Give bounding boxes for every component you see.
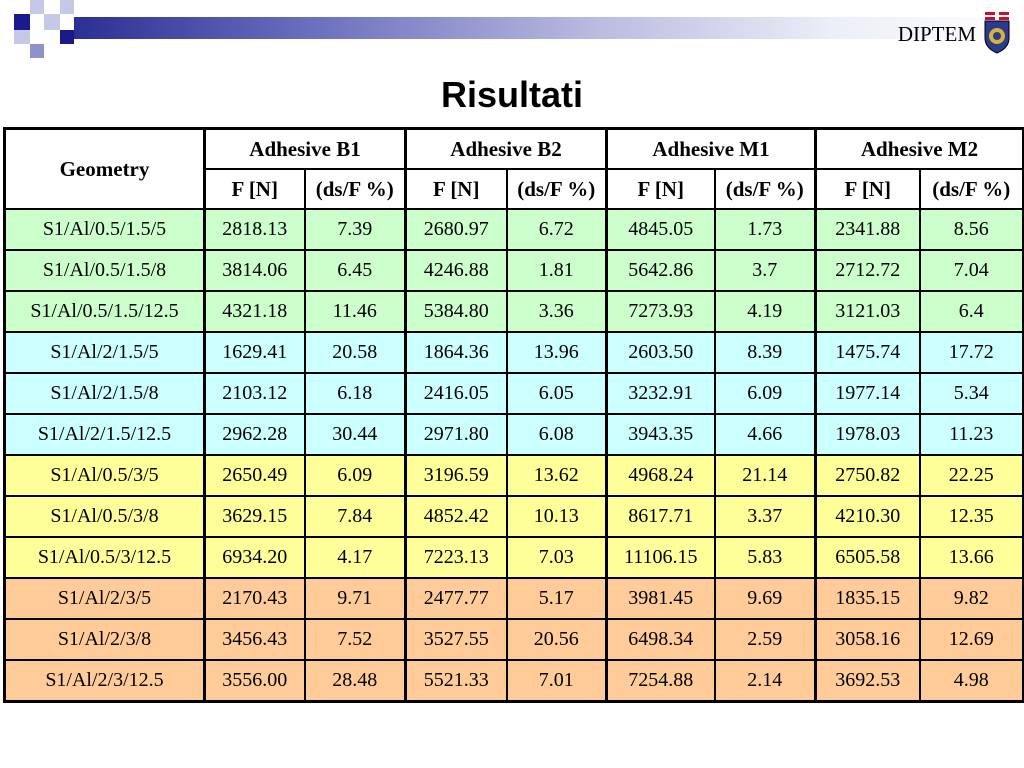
dispersion-cell: 2.59 [715, 619, 816, 660]
force-cell: 7223.13 [406, 537, 507, 578]
dispersion-cell: 7.52 [305, 619, 406, 660]
dispersion-cell: 7.03 [507, 537, 607, 578]
force-cell: 8617.71 [607, 496, 715, 537]
force-cell: 3814.06 [205, 250, 305, 291]
force-cell: 1978.03 [816, 414, 920, 455]
geometry-cell: S1/Al/2/1.5/8 [5, 373, 205, 414]
table-row [5, 455, 1024, 496]
force-cell: 2603.50 [607, 332, 715, 373]
force-cell: 6934.20 [205, 537, 305, 578]
table-row [5, 619, 1024, 660]
table-row [5, 209, 1024, 250]
force-cell: 4321.18 [205, 291, 305, 332]
adhesive-header: Adhesive M2 [816, 129, 1024, 170]
force-cell: 2170.43 [205, 578, 305, 619]
dispersion-cell: 11.46 [305, 291, 406, 332]
geometry-cell: S1/Al/2/3/5 [5, 578, 205, 619]
dispersion-cell: 1.81 [507, 250, 607, 291]
table-row [5, 332, 1024, 373]
dispersion-cell: 11.23 [920, 414, 1024, 455]
geometry-cell: S1/Al/2/1.5/12.5 [5, 414, 205, 455]
force-cell: 3456.43 [205, 619, 305, 660]
dispersion-cell: 6.09 [305, 455, 406, 496]
dispersion-cell: 7.01 [507, 660, 607, 702]
adhesive-header: Adhesive B1 [205, 129, 406, 170]
force-cell: 2712.72 [816, 250, 920, 291]
dispersion-cell: 5.34 [920, 373, 1024, 414]
force-cell: 2650.49 [205, 455, 305, 496]
dispersion-cell: 10.13 [507, 496, 607, 537]
dispersion-cell: 4.19 [715, 291, 816, 332]
dispersion-cell: 30.44 [305, 414, 406, 455]
deco-square [14, 30, 30, 44]
deco-square [44, 14, 60, 30]
deco-square [30, 44, 44, 58]
force-cell: 4852.42 [406, 496, 507, 537]
dispersion-cell: 3.7 [715, 250, 816, 291]
force-cell: 2971.80 [406, 414, 507, 455]
force-cell: 2103.12 [205, 373, 305, 414]
force-cell: 5642.86 [607, 250, 715, 291]
dispersion-cell: 7.39 [305, 209, 406, 250]
dispersion-cell: 17.72 [920, 332, 1024, 373]
dispersion-cell: 12.69 [920, 619, 1024, 660]
deco-square [14, 14, 30, 30]
force-cell: 2416.05 [406, 373, 507, 414]
force-cell: 2962.28 [205, 414, 305, 455]
dispersion-cell: 6.72 [507, 209, 607, 250]
force-cell: 1475.74 [816, 332, 920, 373]
force-cell: 3527.55 [406, 619, 507, 660]
dispersion-header: (ds/F %) [920, 169, 1024, 209]
dispersion-cell: 28.48 [305, 660, 406, 702]
force-cell: 2680.97 [406, 209, 507, 250]
dispersion-cell: 1.73 [715, 209, 816, 250]
page-title: Risultati [440, 74, 583, 115]
deco-square [30, 0, 44, 14]
force-header: F [N] [406, 169, 507, 209]
force-cell: 4845.05 [607, 209, 715, 250]
dispersion-header: (ds/F %) [507, 169, 607, 209]
dispersion-cell: 21.14 [715, 455, 816, 496]
dispersion-cell: 13.96 [507, 332, 607, 373]
dispersion-cell: 3.37 [715, 496, 816, 537]
dispersion-cell: 3.36 [507, 291, 607, 332]
table-row [5, 250, 1024, 291]
geometry-cell: S1/Al/2/3/12.5 [5, 660, 205, 702]
dispersion-cell: 5.17 [507, 578, 607, 619]
force-cell: 6505.58 [816, 537, 920, 578]
force-cell: 3058.16 [816, 619, 920, 660]
dispersion-cell: 9.82 [920, 578, 1024, 619]
geometry-cell: S1/Al/0.5/3/12.5 [5, 537, 205, 578]
force-cell: 7254.88 [607, 660, 715, 702]
dispersion-cell: 22.25 [920, 455, 1024, 496]
table-row [5, 414, 1024, 455]
brand-label: DIPTEM [897, 22, 976, 46]
dispersion-cell: 20.58 [305, 332, 406, 373]
force-cell: 1977.14 [816, 373, 920, 414]
table-row [5, 660, 1024, 702]
force-cell: 2477.77 [406, 578, 507, 619]
crest-icon [982, 12, 1012, 54]
table-row [5, 496, 1024, 537]
dispersion-cell: 8.56 [920, 209, 1024, 250]
table-body [5, 209, 1024, 702]
dispersion-cell: 5.83 [715, 537, 816, 578]
force-cell: 3692.53 [816, 660, 920, 702]
force-cell: 3629.15 [205, 496, 305, 537]
force-cell: 3943.35 [607, 414, 715, 455]
geometry-cell: S1/Al/0.5/1.5/5 [5, 209, 205, 250]
dispersion-cell: 6.05 [507, 373, 607, 414]
geometry-cell: S1/Al/0.5/1.5/12.5 [5, 291, 205, 332]
force-cell: 11106.15 [607, 537, 715, 578]
dispersion-cell: 6.09 [715, 373, 816, 414]
dispersion-cell: 6.18 [305, 373, 406, 414]
table-row [5, 291, 1024, 332]
table-row [5, 537, 1024, 578]
dispersion-header: (ds/F %) [715, 169, 816, 209]
dispersion-cell: 4.66 [715, 414, 816, 455]
deco-square [60, 0, 74, 14]
dispersion-cell: 20.56 [507, 619, 607, 660]
results-table [3, 127, 1024, 703]
geometry-cell: S1/Al/0.5/3/8 [5, 496, 205, 537]
dispersion-cell: 7.04 [920, 250, 1024, 291]
dispersion-cell: 13.62 [507, 455, 607, 496]
force-header: F [N] [607, 169, 715, 209]
table-row [5, 578, 1024, 619]
force-cell: 5384.80 [406, 291, 507, 332]
geometry-cell: S1/Al/2/1.5/5 [5, 332, 205, 373]
force-cell: 1835.15 [816, 578, 920, 619]
dispersion-cell: 13.66 [920, 537, 1024, 578]
force-cell: 4246.88 [406, 250, 507, 291]
force-cell: 1629.41 [205, 332, 305, 373]
dispersion-cell: 7.84 [305, 496, 406, 537]
force-cell: 2750.82 [816, 455, 920, 496]
adhesive-header: Adhesive M1 [607, 129, 816, 170]
dispersion-cell: 9.69 [715, 578, 816, 619]
force-header: F [N] [205, 169, 305, 209]
dispersion-cell: 9.71 [305, 578, 406, 619]
force-cell: 2341.88 [816, 209, 920, 250]
force-cell: 4968.24 [607, 455, 715, 496]
dispersion-cell: 12.35 [920, 496, 1024, 537]
geometry-cell: S1/Al/2/3/8 [5, 619, 205, 660]
force-cell: 2818.13 [205, 209, 305, 250]
geometry-cell: S1/Al/0.5/1.5/8 [5, 250, 205, 291]
force-cell: 3556.00 [205, 660, 305, 702]
dispersion-cell: 4.98 [920, 660, 1024, 702]
dispersion-cell: 2.14 [715, 660, 816, 702]
geometry-cell: S1/Al/0.5/3/5 [5, 455, 205, 496]
deco-square [60, 30, 74, 44]
force-cell: 4210.30 [816, 496, 920, 537]
dispersion-cell: 6.4 [920, 291, 1024, 332]
force-cell: 3232.91 [607, 373, 715, 414]
dispersion-cell: 8.39 [715, 332, 816, 373]
dispersion-cell: 6.08 [507, 414, 607, 455]
dispersion-header: (ds/F %) [305, 169, 406, 209]
geometry-header: Geometry [5, 129, 205, 210]
header-gradient-bar [74, 17, 1024, 39]
force-cell: 3121.03 [816, 291, 920, 332]
dispersion-cell: 6.45 [305, 250, 406, 291]
force-cell: 3196.59 [406, 455, 507, 496]
force-cell: 7273.93 [607, 291, 715, 332]
force-cell: 5521.33 [406, 660, 507, 702]
force-cell: 1864.36 [406, 332, 507, 373]
table-row [5, 373, 1024, 414]
adhesive-header: Adhesive B2 [406, 129, 607, 170]
dispersion-cell: 4.17 [305, 537, 406, 578]
force-header: F [N] [816, 169, 920, 209]
force-cell: 3981.45 [607, 578, 715, 619]
force-cell: 6498.34 [607, 619, 715, 660]
